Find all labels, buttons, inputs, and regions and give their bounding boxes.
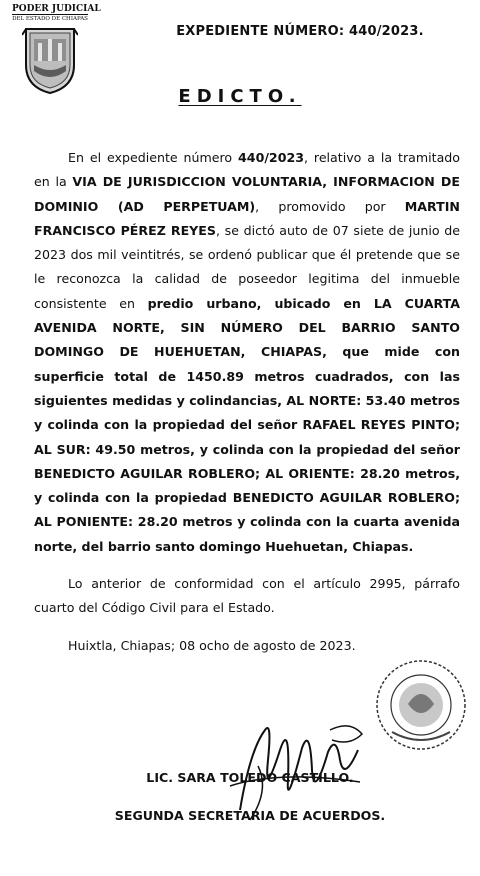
logo-subtitle: DEL ESTADO DE CHIAPAS (12, 16, 88, 22)
procedure-type: VIA DE JURISDICCION VOLUNTARIA, INFORMACION DE DOMINIO (AD PERPETUAM) (34, 174, 460, 214)
promovente-name: MARTIN FRANCISCO PÉREZ REYES (34, 198, 460, 238)
logo-title: PODER JUDICIAL (12, 4, 101, 14)
paragraph-legal-basis: Lo anterior de conformidad con el artículo 2995, párrafo cuarto del Código Civil para el Estado. (34, 576, 460, 616)
case-number: 440/2023 (238, 150, 304, 165)
place-and-date: Huixtla, Chiapas; 08 ocho de agosto de 2023. (68, 637, 356, 653)
document-title: EDICTO. (178, 86, 302, 107)
paragraph-main (34, 146, 460, 559)
text-auto: , se dictó auto de 07 siete de junio de 2023 dos mil veintitrés, se ordenó publicar que él pretende que se le reconozca la calidad de poseedor legitima del inmueble consistente en (34, 222, 460, 311)
coat-of-arms-icon (22, 25, 78, 95)
signer-name: LIC. SARA TOLEDO CASTILLO. (146, 770, 354, 785)
text-promovido: , promovido por (255, 198, 405, 214)
property-description: predio urbano, ubicado en LA CUARTA AVENIDA NORTE, SIN NÚMERO DEL BARRIO SANTO DOMINGO DE HUEHUETAN, CHIAPAS, que mide con superficie total de 1450.89 metros cuadrados, con las siguientes medidas y colindancias, AL NORTE: 53.40 metros y colinda con la propiedad del señor RAFAEL REYES PINTO; AL SUR: 49.50 metros, y colinda con la propiedad del señor BENEDICTO AGUILAR ROBLERO; AL ORIENTE: 28.20 metros, y colinda con la propiedad BENEDICTO AGUILAR ROBLERO; AL PONIENTE: 28.20 metros y colinda con la cuarta avenida norte, del barrio santo domingo Huehuetan, Chiapas. (34, 295, 460, 554)
court-seal-icon (372, 656, 470, 754)
signer-position: SEGUNDA SECRETARIA DE ACUERDOS. (114, 808, 386, 823)
expediente-header: EXPEDIENTE NÚMERO: 440/2023. (176, 24, 424, 39)
text-intro: En el expediente número (68, 150, 239, 165)
text-relativo: , relativo a la tramitado en la (34, 150, 460, 190)
edict-body (34, 146, 460, 658)
